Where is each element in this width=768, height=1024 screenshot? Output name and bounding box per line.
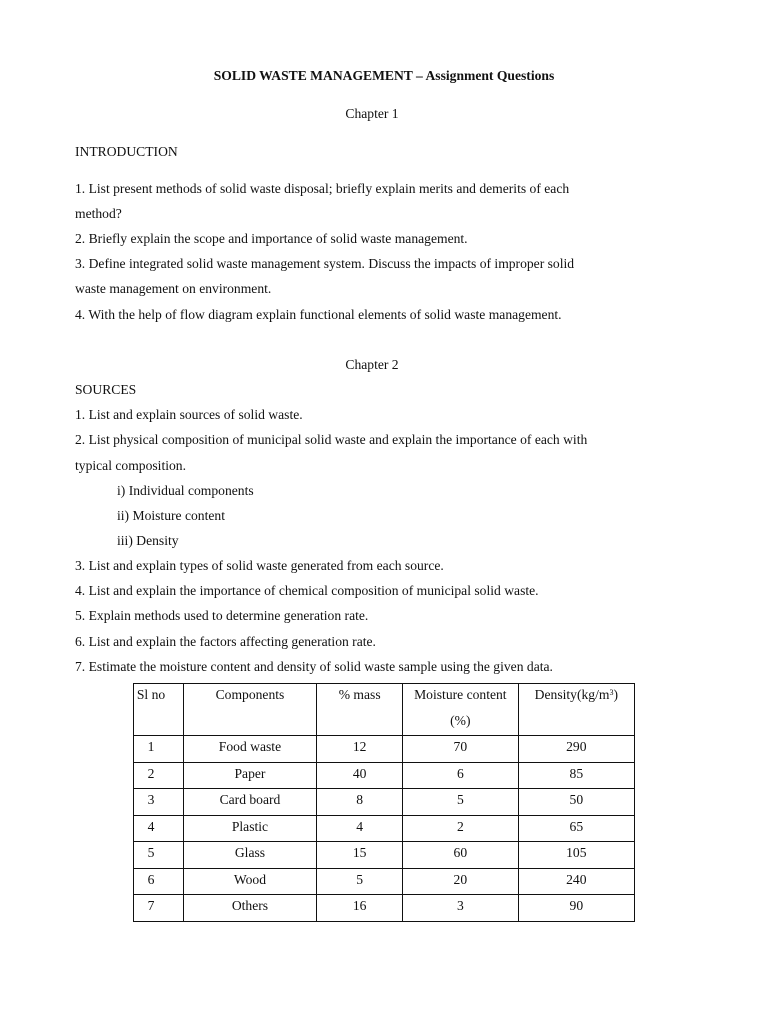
question-line: 7. Estimate the moisture content and density of solid waste sample using the given data. [75, 659, 553, 674]
cell-density: 290 [518, 736, 634, 763]
cell-moisture: 6 [403, 762, 519, 789]
question-line: 3. Define integrated solid waste management system. Discuss the impacts of improper solid [75, 256, 575, 271]
table-row [134, 789, 635, 816]
cell-density: 50 [518, 789, 634, 816]
cell-sl-no: 4 [134, 815, 184, 842]
question-line: 3. List and explain types of solid waste generated from each source. [75, 558, 444, 573]
document-title: SOLID WASTE MANAGEMENT – Assignment Questions [213, 68, 555, 83]
question-line: 2. Briefly explain the scope and importance of solid waste management. [75, 231, 468, 246]
question-line: 4. List and explain the importance of chemical composition of municipal solid waste. [75, 583, 539, 598]
cell-mass: 40 [317, 762, 403, 789]
chapter-1-heading: INTRODUCTION [75, 144, 178, 159]
table-row [134, 815, 635, 842]
cell-density: 105 [518, 842, 634, 869]
sub-item: ii) Moisture content [117, 508, 225, 523]
cell-sl-no: 5 [134, 842, 184, 869]
cell-sl-no: 1 [134, 736, 184, 763]
sub-item: iii) Density [117, 533, 179, 548]
question-line: 1. List and explain sources of solid waste. [75, 407, 303, 422]
table-row [134, 736, 635, 763]
question-line: 4. With the help of flow diagram explain functional elements of solid waste management. [75, 307, 562, 322]
cell-mass: 8 [317, 789, 403, 816]
table-header-row [134, 684, 635, 736]
cell-density: 90 [518, 895, 634, 922]
chapter-1-label: Chapter 1 [345, 106, 399, 121]
table-row [134, 868, 635, 895]
header-components: Components [183, 684, 317, 736]
header-sl-no: Sl no [134, 684, 184, 736]
header-moisture-label: Moisture content [414, 687, 507, 702]
question-line: 1. List present methods of solid waste disposal; briefly explain merits and demerits of each [75, 181, 570, 196]
cell-density: 65 [518, 815, 634, 842]
header-moisture-unit: (%) [450, 713, 471, 728]
cell-sl-no: 6 [134, 868, 184, 895]
cell-component: Paper [183, 762, 317, 789]
cell-moisture: 60 [403, 842, 519, 869]
cell-sl-no: 2 [134, 762, 184, 789]
table-row [134, 842, 635, 869]
question-line: 2. List physical composition of municipal solid waste and explain the importance of each with [75, 432, 588, 447]
cell-mass: 15 [317, 842, 403, 869]
cell-mass: 16 [317, 895, 403, 922]
cell-component: Wood [183, 868, 317, 895]
cell-moisture: 3 [403, 895, 519, 922]
question-line: 5. Explain methods used to determine generation rate. [75, 608, 369, 623]
cell-component: Others [183, 895, 317, 922]
question-line: typical composition. [75, 458, 187, 473]
waste-composition-table [133, 683, 635, 922]
table-row [134, 762, 635, 789]
question-line: waste management on environment. [75, 281, 272, 296]
header-density: $Density(kg/m^3)$ [518, 684, 634, 736]
cell-density: 240 [518, 868, 634, 895]
cell-density: 85 [518, 762, 634, 789]
cell-sl-no: 3 [134, 789, 184, 816]
cell-sl-no: 7 [134, 895, 184, 922]
question-line: method? [75, 206, 122, 221]
cell-component: Food waste [183, 736, 317, 763]
cell-moisture: 5 [403, 789, 519, 816]
chapter-2-label: Chapter 2 [345, 357, 399, 372]
cell-moisture: 70 [403, 736, 519, 763]
table-row [134, 895, 635, 922]
chapter-2-heading: SOURCES [75, 382, 137, 397]
sub-item: i) Individual components [117, 483, 254, 498]
cell-moisture: 20 [403, 868, 519, 895]
question-line: 6. List and explain the factors affecting generation rate. [75, 634, 376, 649]
cell-component: Card board [183, 789, 317, 816]
cell-component: Glass [183, 842, 317, 869]
cell-mass: 5 [317, 868, 403, 895]
header-moisture [403, 684, 519, 736]
cell-component: Plastic [183, 815, 317, 842]
cell-mass: 12 [317, 736, 403, 763]
cell-mass: 4 [317, 815, 403, 842]
cell-moisture: 2 [403, 815, 519, 842]
header-mass: % mass [317, 684, 403, 736]
